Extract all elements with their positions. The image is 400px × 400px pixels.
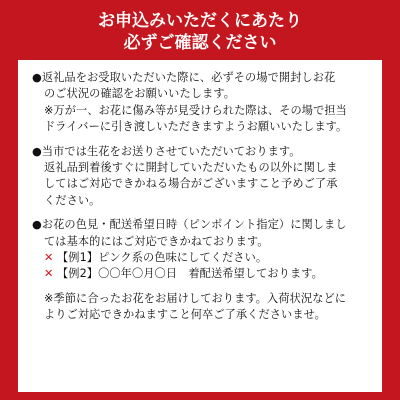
notice-line: ●お花の色見・配送希望日時（ピンポイント指定）に関しまし — [32, 218, 347, 232]
notice-panel — [18, 60, 382, 392]
notice-line: ●返礼品をお受取いただいた際に、必ずその場で開封しお花 — [32, 71, 336, 84]
section-inspection — [32, 70, 374, 136]
notice-line: ※季節に合ったお花をお届けしております。入荷状況などに — [44, 291, 347, 305]
notice-header — [0, 0, 400, 62]
notice-line: ●当市では生花をお送りさせていただいております。 — [32, 144, 301, 158]
example-row — [32, 266, 374, 282]
cross-mark-icon: ✕ — [44, 267, 54, 281]
notice-line: のご状況の確認をお願いいたします。 — [44, 87, 235, 101]
section-color-delivery — [32, 217, 374, 283]
header-title-line2: 必ずご確認ください — [123, 33, 277, 53]
notice-line: 返礼品到着後すぐに開封していただいたもの以外に関しま — [44, 161, 338, 175]
example-text: 【例2】〇〇年〇月〇日 着配送希望しております。 — [57, 267, 323, 281]
example-row — [32, 250, 374, 266]
header-title-line1: お申込みいただくにあたり — [98, 11, 302, 31]
section-seasonal — [32, 291, 374, 324]
cross-mark-icon: ✕ — [44, 251, 54, 265]
example-text: 【例1】ピンク系の色味にしてください。 — [57, 251, 268, 265]
notice-line: ※万が一、お花に傷み等が見受けられた際は、その場で担当 — [44, 103, 347, 117]
notice-line: よりご対応できかねますこと何卒ご了承くださいませ。 — [44, 308, 326, 322]
notice-line: してはご対応できかねる場合がございますこと予めご了承 — [44, 177, 338, 191]
notice-line: ては基本的にはご対応できかねております。 — [44, 234, 269, 248]
section-fresh-flowers — [32, 144, 374, 210]
notice-line: ドライバーに引き渡しいただきますようお願いいたします。 — [44, 120, 348, 134]
notice-line: ください。 — [44, 193, 101, 207]
